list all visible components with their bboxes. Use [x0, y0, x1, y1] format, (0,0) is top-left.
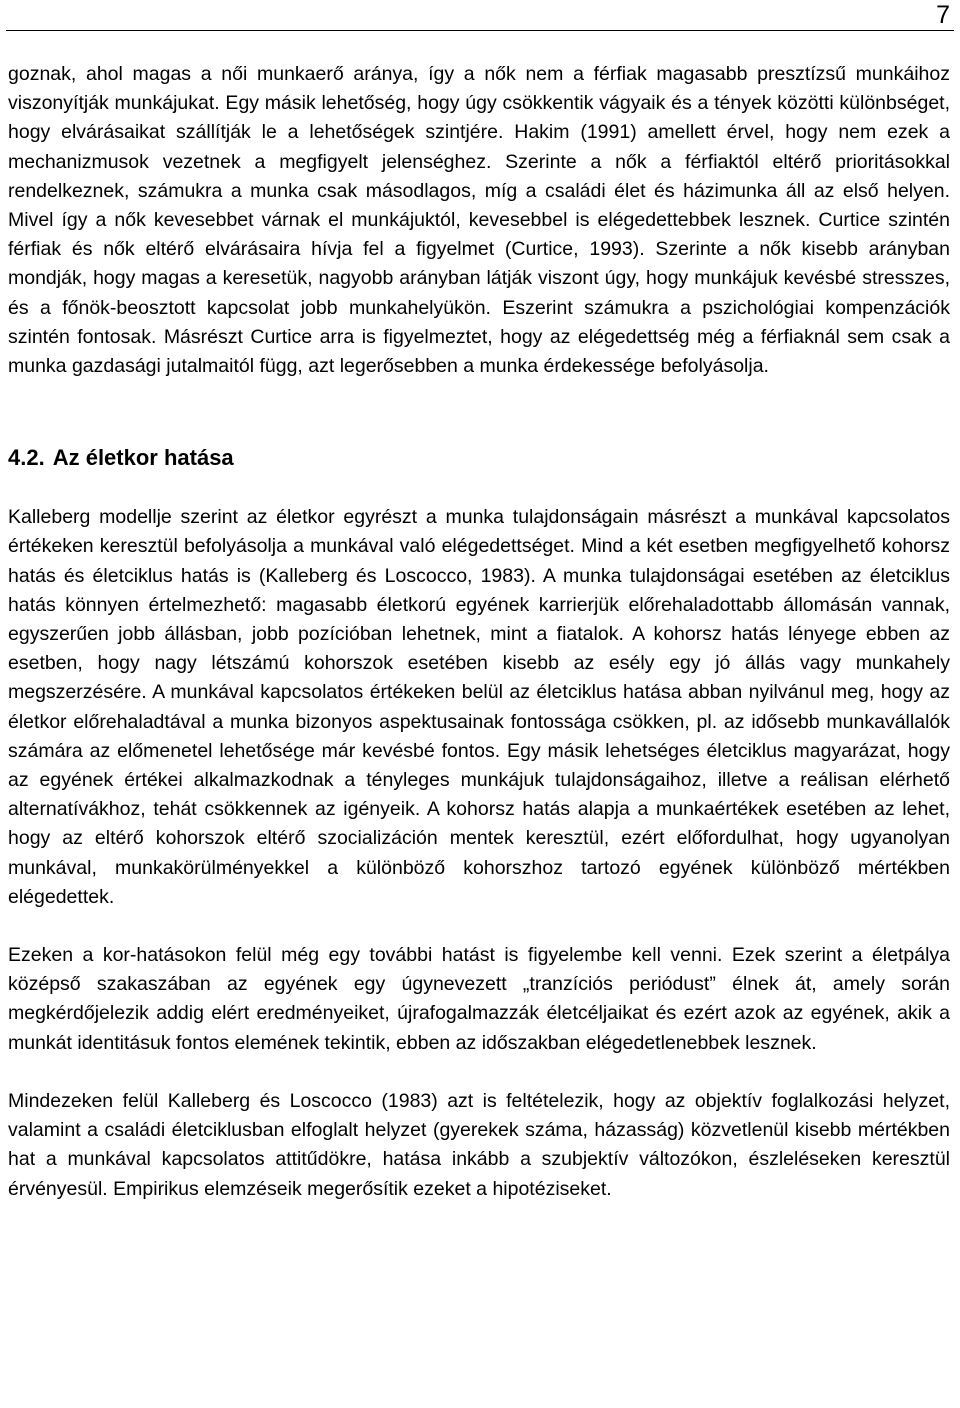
paragraph-transition-period: Ezeken a kor-hatásokon felül még egy további hatást is figyelembe kell venni. Ezek szerint a életpálya középső szakaszában az egyének egy úgynevezett „tranzíciós periódust” élnek át, amely során megkérdőjelezik addig elért eredményeiket, újrafogalmazzák életcéljaikat és ezért azok az egyének, akik a munkát identitásuk fontos elemének tekintik, ebben az időszakban elégedetlenebbek lesznek. — [8, 944, 950, 1054]
section-heading — [8, 443, 950, 473]
header-rule — [6, 30, 954, 31]
section-number: 4.2. — [8, 445, 45, 471]
page-number: 7 — [936, 1, 950, 29]
paragraph-kalleberg-model: Kalleberg modellje szerint az életkor egyrészt a munka tulajdonságain másrészt a munkával kapcsolatos értékeken keresztül befolyásolja a munkával való elégedettséget. Mind a két esetben megfigyelhető kohorsz hatás és életciklus hatás is (Kalleberg és Loscocco, 1983). A munka tulajdonságai esetében az életciklus hatás könnyen értelmezhető: magasabb életkorú egyének karrierjük előrehaladottabb állomásán vannak, egyszerűen jobb állásban, jobb pozícióban lehetnek, mint a fiatalok. A kohorsz hatás lényege ebben az esetben, hogy nagy létszámú kohorszok esetében kisebb az esély egy jó állás vagy munkahely megszerzésére. A munkával kapcsolatos értékeken belül az életciklus hatása abban nyilvánul meg, hogy az életkor előrehaladtával a munka bizonyos aspektusainak fontossága csökken, pl. az idősebb munkavállalók számára az előmenetel lehetősége már kevésbé fontos. Egy másik lehetséges életciklus magyarázat, hogy az egyének értékei alkalmazkodnak a tényleges munkájuk tulajdonságaihoz, illetve a reálisan elérhető alternatívákhoz, tehát csökkennek az igényeik. A kohorsz hatás alapja a munkaértékek esetében az lehet, hogy az eltérő kohorszok eltérő szocializáción mentek keresztül, ezért előfordulhat, hogy ugyanolyan munkával, munkakörülményekkel a különböző kohorszhoz tartozó egyének különböző mértékben elégedettek. — [8, 506, 950, 908]
page-body — [8, 60, 950, 1204]
paragraph-gender-expectations: goznak, ahol magas a női munkaerő aránya, így a nők nem a férfiak magasabb presztízsű munkáihoz viszonyítják munkájukat. Egy másik lehetőség, hogy úgy csökkentik vágyaik és a tények közötti különbséget, hogy elvárásaikat szállítják le a lehetőségek szintjére. Hakim (1991) amellett érvel, hogy nem ezek a mechanizmusok vezetnek a megfigyelt jelenséghez. Szerinte a nők a férfiaktól eltérő prioritásokkal rendelkeznek, számukra a munka csak másodlagos, míg a családi élet és házimunka áll az első helyen. Mivel így a nők kevesebbet várnak el munkájuktól, kevesebbel is elégedettebbek lesznek. Curtice szintén férfiak és nők eltérő elvárásaira hívja fel a figyelmet (Curtice, 1993). Szerinte a nők kisebb arányban mondják, hogy magas a keresetük, nagyobb arányban látják viszont úgy, hogy munkájuk kevésbé stresszes, és a főnök-beosztott kapcsolat jobb munkahelyükön. Eszerint számukra a pszichológiai kompenzációk szintén fontosak. Másrészt Curtice arra is figyelmeztet, hogy az elégedettség még a férfiaknál sem csak a munka gazdasági jutalmaitól függ, azt legerősebben a munka érdekessége befolyásolja. — [8, 63, 950, 378]
paragraph-hypotheses: Mindezeken felül Kalleberg és Loscocco (1983) azt is feltételezik, hogy az objektív foglalkozási helyzet, valamint a családi életciklusban elfoglalt helyzet (gyerekek száma, házasság) közvetlenül kisebb mértékben hat a munkával kapcsolatos attitűdökre, hatása inkább a szubjektív változókon, észleléseken keresztül érvényesül. Empirikus elemzéseik megerősítik ezeket a hipotéziseket. — [8, 1089, 950, 1200]
section-title: Az életkor hatása — [52, 445, 234, 471]
